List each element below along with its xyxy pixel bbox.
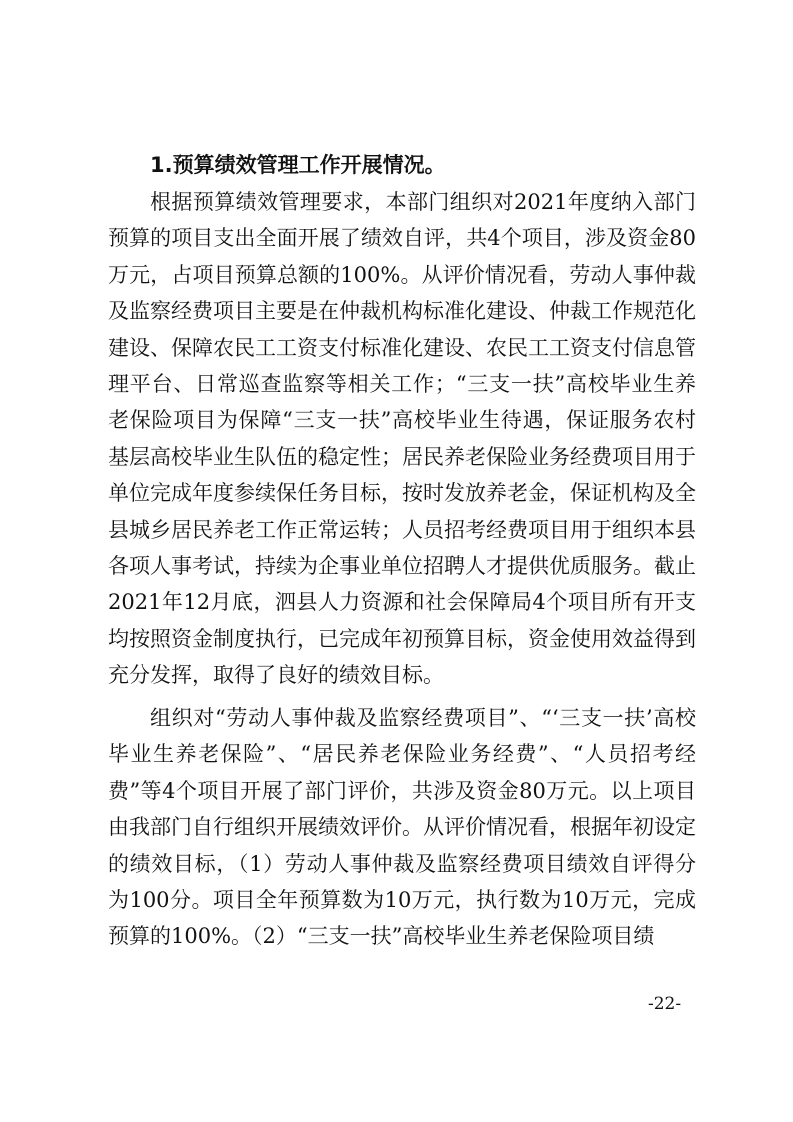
page-number: -22- <box>648 994 682 1014</box>
paragraph-1: 根据预算绩效管理要求，本部门组织对2021年度纳入部门预算的项目支出全面开展了绩效自评，共4个项目，涉及资金80万元，占项目预算总额的100%。从评价情况看，劳动人事仲裁及监察经费项目主要是在仲裁机构标准化建设、仲裁工作规范化建设、保障农民工工资支付标准化建设、农民工工资支付信息管理平台、日常巡查监察等相关工作；“三支一扶”高校毕业生养老保险项目为保障“三支一扶”高校毕业生待遇，保证服务农村基层高校毕业生队伍的稳定性；居民养老保险业务经费项目用于单位完成年度参续保任务目标，按时发放养老金，保证机构及全县城乡居民养老工作正常运转；人员招考经费项目用于组织本县各项人事考试，持续为企事业单位招聘人才提供优质服务。截止2021年12月底，泗县人力资源和社会保障局4个项目所有开支均按照资金制度执行，已完成年初预算目标，资金使用效益得到充分发挥，取得了良好的绩效目标。 <box>108 190 696 688</box>
section-heading: 1.预算绩效管理工作开展情况。 <box>150 153 446 177</box>
paragraph-2: 组织对“劳动人事仲裁及监察经费项目”、“‘三支一扶’高校毕业生养老保险”、“居民养老保险业务经费”、“人员招考经费”等4个项目开展了部门评价，共涉及资金80万元。以上项目由我部门自行组织开展绩效评价。从评价情况看，根据年初设定的绩效目标，（1）劳动人事仲裁及监察经费项目绩效自评得分为100分。项目全年预算数为10万元，执行数为10万元，完成预算的100%。（2）“三支一扶”高校毕业生养老保险项目绩 <box>108 706 696 949</box>
